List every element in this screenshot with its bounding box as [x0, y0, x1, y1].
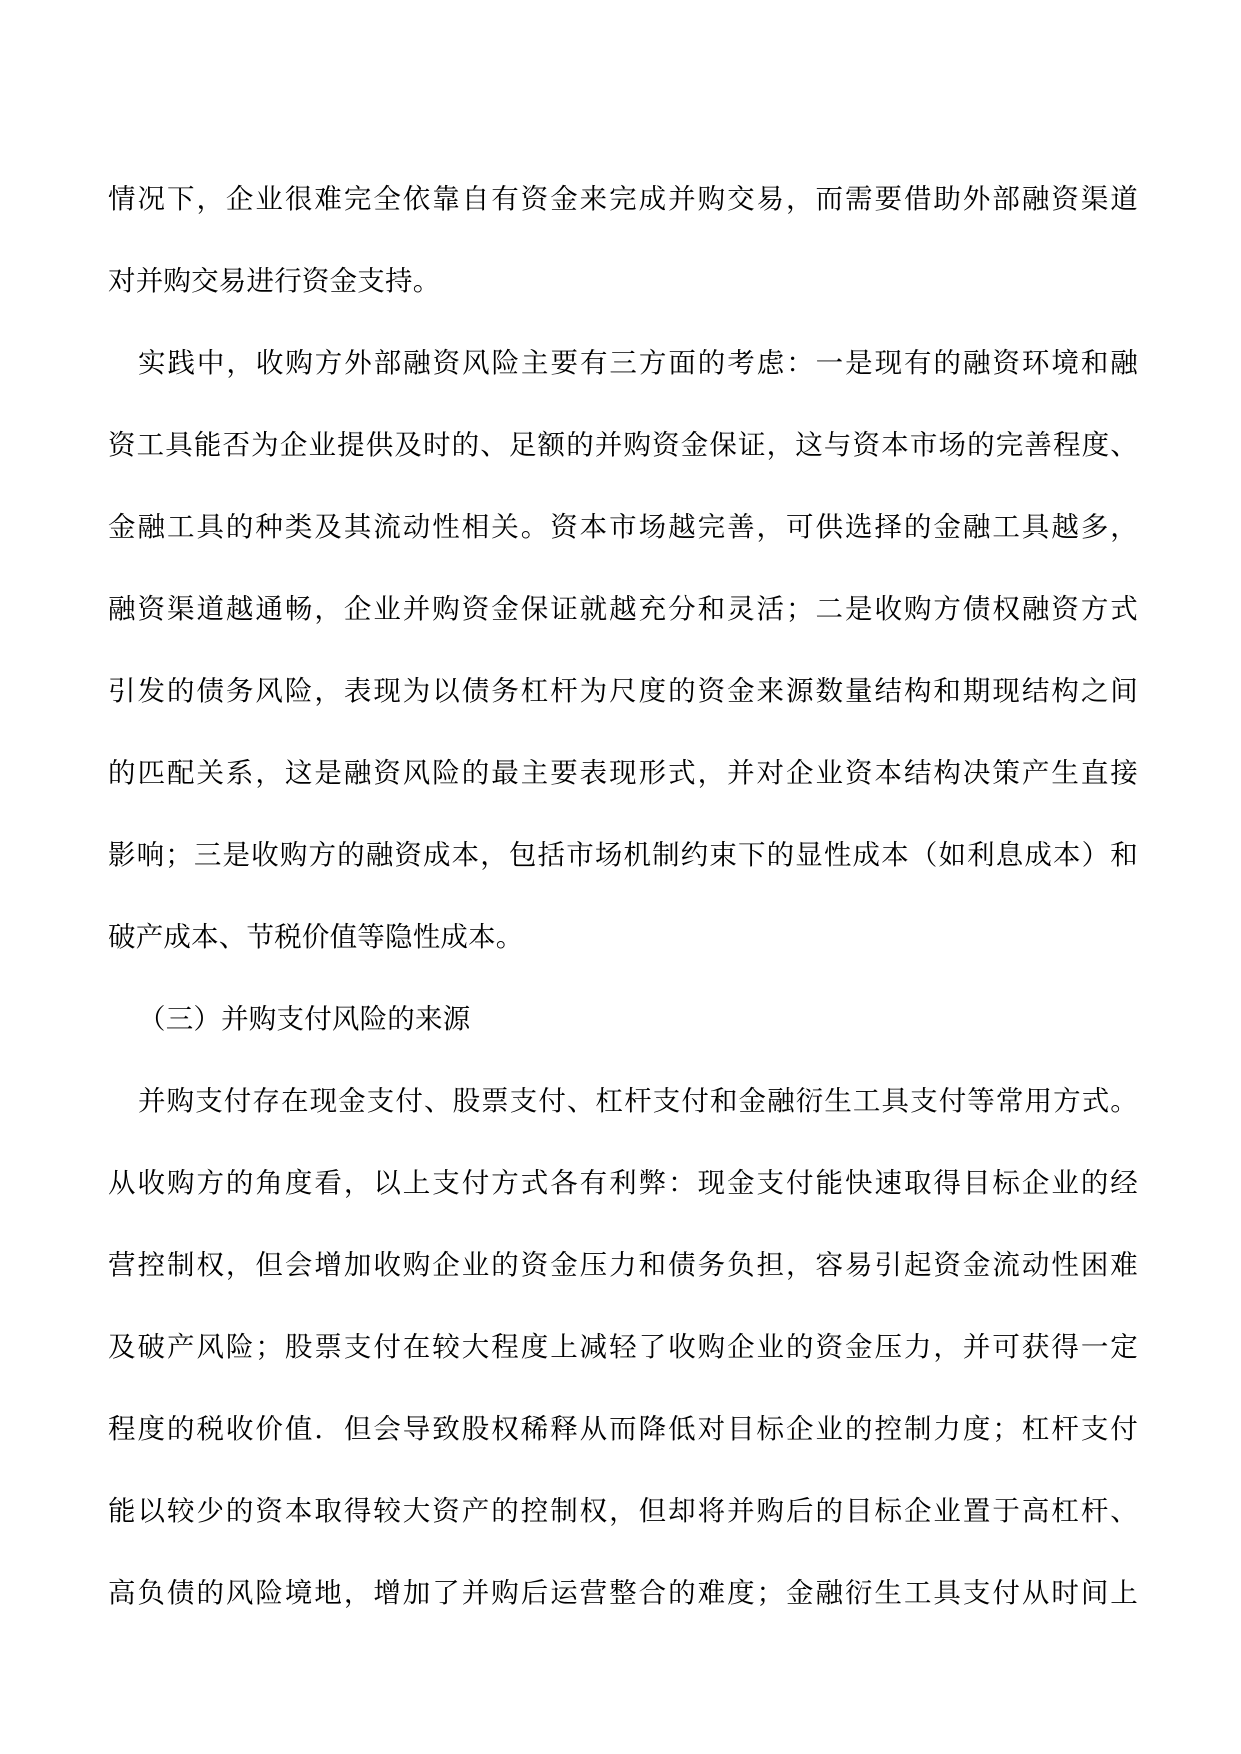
text-line: 对并购交易进行资金支持。 [108, 265, 441, 297]
text-line: 程度的税收价值．但会导致股权稀释从而降低对目标企业的控制力度；杠杆支付 [108, 1413, 1138, 1445]
section-heading: （三）并购支付风险的来源 [138, 1003, 471, 1035]
text-line: 及破产风险；股票支付在较大程度上减轻了收购企业的资金压力，并可获得一定 [108, 1331, 1138, 1363]
text-line: 引发的债务风险，表现为以债务杠杆为尺度的资金来源数量结构和期现结构之间 [108, 675, 1138, 707]
text-line: 资工具能否为企业提供及时的、足额的并购资金保证，这与资本市场的完善程度、 [108, 429, 1138, 461]
text-line: 的匹配关系，这是融资风险的最主要表现形式，并对企业资本结构决策产生直接 [108, 757, 1138, 789]
text-line: 影响；三是收购方的融资成本，包括市场机制约束下的显性成本（如利息成本）和 [108, 839, 1138, 871]
body-text [108, 158, 1138, 1634]
text-line: 高负债的风险境地，增加了并购后运营整合的难度；金融衍生工具支付从时间上 [108, 1577, 1138, 1609]
text-line: 破产成本、节税价值等隐性成本。 [108, 921, 524, 953]
text-line: 从收购方的角度看，以上支付方式各有利弊：现金支付能快速取得目标企业的经 [108, 1167, 1138, 1199]
paragraph-first-line: 并购支付存在现金支付、股票支付、杠杆支付和金融衍生工具支付等常用方式。 [138, 1085, 1138, 1117]
paragraph-first-line: 实践中，收购方外部融资风险主要有三方面的考虑：一是现有的融资环境和融 [138, 347, 1138, 379]
text-line: 情况下，企业很难完全依靠自有资金来完成并购交易，而需要借助外部融资渠道 [108, 183, 1138, 215]
text-line: 营控制权，但会增加收购企业的资金压力和债务负担，容易引起资金流动性困难 [108, 1249, 1138, 1281]
text-line: 金融工具的种类及其流动性相关。资本市场越完善，可供选择的金融工具越多， [108, 511, 1138, 543]
text-line: 能以较少的资本取得较大资产的控制权，但却将并购后的目标企业置于高杠杆、 [108, 1495, 1138, 1527]
text-line: 融资渠道越通畅，企业并购资金保证就越充分和灵活；二是收购方债权融资方式 [108, 593, 1138, 625]
